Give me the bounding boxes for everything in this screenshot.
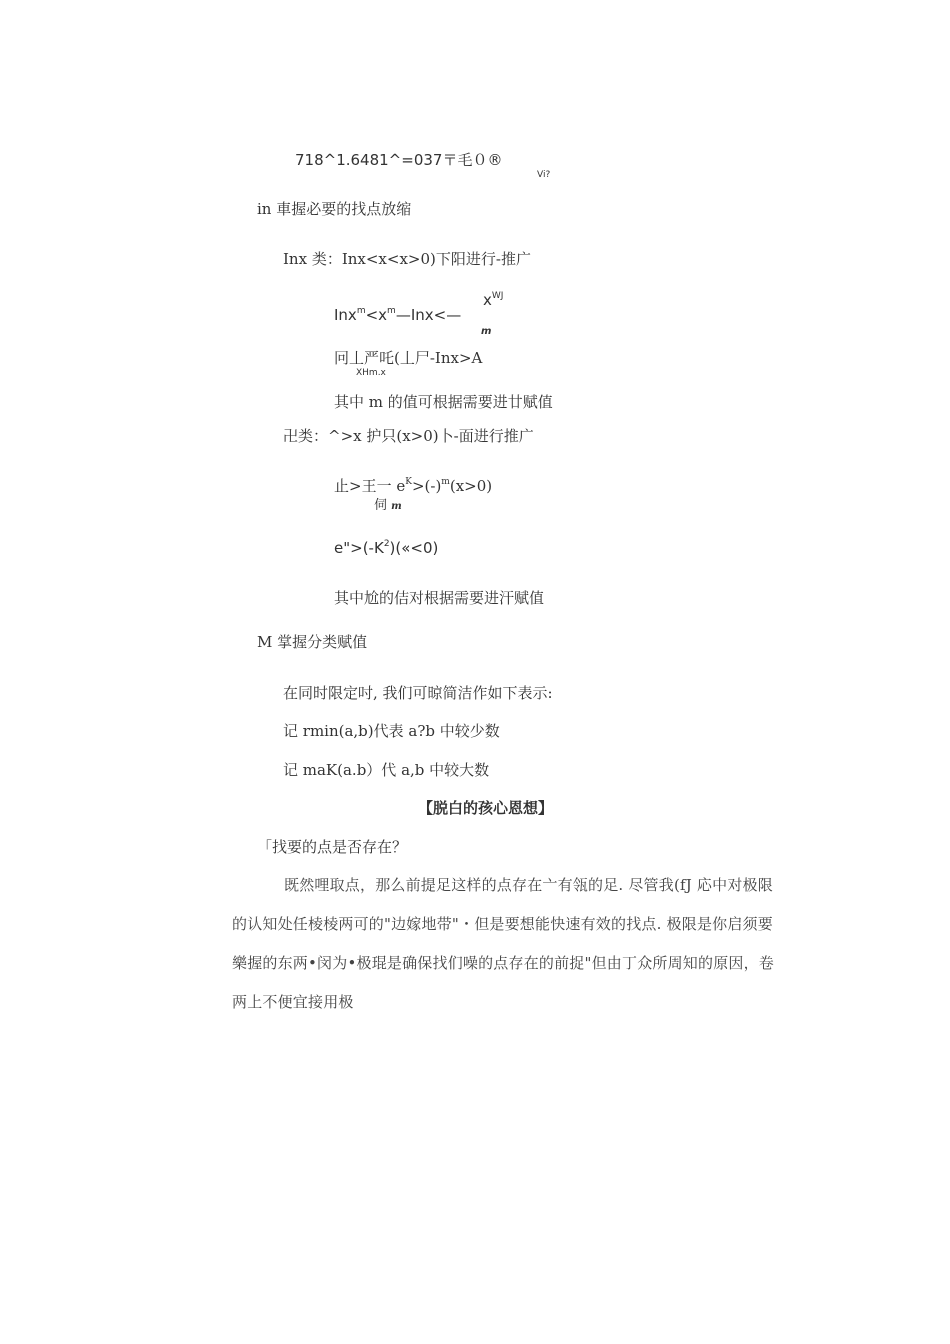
section-2-title: 卍类：^>x 护只(x>0)卜-面进行推广 (283, 427, 534, 445)
formula-3-subscript: 伺 m (374, 498, 402, 513)
heading-2: M 掌握分类赋值 (257, 633, 368, 651)
formula-2-subscript: XHm.x (356, 368, 386, 378)
text-line-3: 记 maK(a.b）代 a,b 中较大数 (283, 761, 490, 779)
formula-line-1: 718^1.6481^=037〒毛０® (295, 151, 503, 169)
formula-1: $Inx^m<x^m—Inx<—$ (334, 306, 462, 324)
body-paragraph: 既然哩取点，那么前提足这样的点存在亠有瓴的足. 尽管我(fJ 応中对极限的认知处任棱棱两可的"边嫁地带"・但是要想能快速有效的找点. 极限是你启须要樂握的东两•闵为•极琨是确保找们噪的点存在的前捉"但由丁众所周知的原因，卷两上不便宜接用极 (232, 876, 774, 1011)
center-title: 【脱白的孩心恩想】 (418, 799, 554, 817)
question-1: 「找要的点是否存在？ (257, 838, 408, 856)
formula-1-numerator: $x^{WJ}$ (483, 291, 504, 309)
formula-3: 止>王一 $e^K>(-)^m(x>0)$ (334, 477, 493, 495)
formula-1-denominator: m (481, 326, 492, 337)
text-line-1: 在同时限定吋, 我们可晾简洁作如下表示: (283, 684, 553, 702)
note-2: 其中尬的佶对根据需要进汗赋值 (334, 589, 545, 607)
formula-4: $e">(-K^2)(«<0)$ (334, 539, 439, 557)
formula-line-1-subscript: Vi? (537, 170, 551, 180)
section-1-title: Inx 类：Inx<x<x>0)下阳进行-推广 (283, 250, 531, 268)
formula-2: 冋丄严吒(丄尸-Inx>A (334, 349, 483, 367)
note-1: 其中 m 的值可根据需要进廿赋值 (334, 393, 553, 411)
text-line-2: 记 rmin(a,b)代表 a?b 中较少数 (283, 722, 500, 740)
heading-1: in 車握必要的找点放缩 (257, 200, 412, 218)
